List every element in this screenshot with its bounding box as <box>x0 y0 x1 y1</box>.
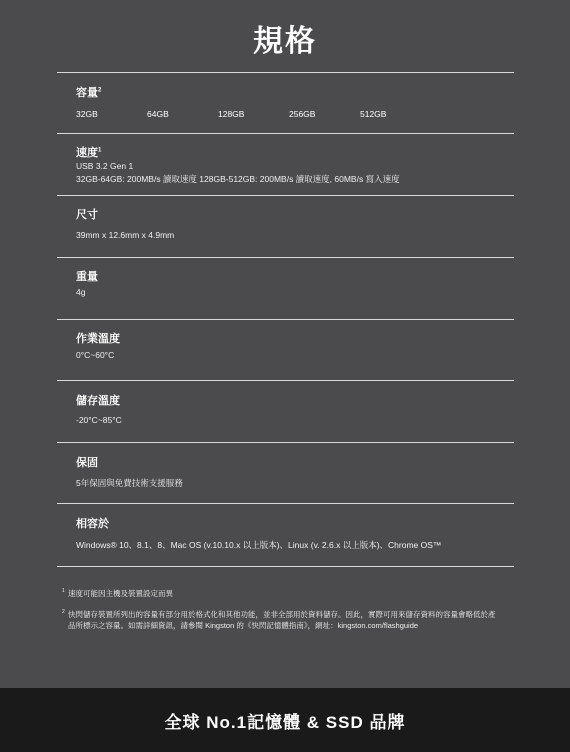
storage-temp-section <box>76 394 514 427</box>
footnote-number: 2 <box>62 609 65 615</box>
divider <box>57 503 514 504</box>
operating-temp-section <box>76 332 514 362</box>
footnote-text: 速度可能因主機及裝置設定而異 <box>68 589 173 598</box>
capacity-value: 256GB <box>289 109 316 119</box>
compatibility-section <box>76 517 514 552</box>
divider <box>57 257 514 258</box>
speed-section <box>76 146 514 186</box>
warranty-heading: 保固 <box>76 457 98 469</box>
warranty-value: 5年保固與免費技術支援服務 <box>76 478 183 488</box>
capacity-section <box>76 86 514 119</box>
compatibility-heading: 相容於 <box>76 518 109 530</box>
footnote-text: 快閃儲存裝置所列出的容量有部分用於格式化和其他功能，並非全部用於資料儲存。因此，實際可用來儲存資料的容量會略低於產品所標示之容量。如需詳細資訊，請參閱 Kingston 的《快閃記憶體指南》，網址：kingston.com/flashguide <box>68 610 496 630</box>
speed-interface: USB 3.2 Gen 1 <box>76 161 134 171</box>
page-title: 規格 <box>253 25 317 58</box>
footnote <box>62 588 500 599</box>
weight-value: 4g <box>76 287 86 297</box>
footnote <box>62 609 500 631</box>
capacity-value: 64GB <box>147 109 169 119</box>
capacity-value: 128GB <box>218 109 245 119</box>
capacity-heading: 容量 <box>76 87 98 99</box>
dimensions-heading: 尺寸 <box>76 209 98 221</box>
footnote-number: 1 <box>62 588 65 594</box>
divider <box>57 380 514 381</box>
capacity-list <box>76 109 514 119</box>
divider <box>57 133 514 134</box>
warranty-section <box>76 456 514 490</box>
divider <box>57 319 514 320</box>
speed-note: 1 <box>98 147 102 154</box>
brand-banner-text: 全球 No.1記憶體 & SSD 品牌 <box>164 712 406 732</box>
speed-rates: 32GB-64GB: 200MB/s 讀取速度 128GB-512GB: 200MB/s 讀取速度, 60MB/s 寫入速度 <box>76 174 400 184</box>
divider <box>57 195 514 196</box>
divider <box>57 442 514 443</box>
capacity-value: 512GB <box>360 109 387 119</box>
compatibility-value: Windows® 10、8.1、8、Mac OS (v.10.10.x 以上版本)、Linux (v. 2.6.x 以上版本)、Chrome OS™ <box>76 540 442 550</box>
divider <box>57 72 514 73</box>
weight-section <box>76 270 514 299</box>
dimensions-section <box>76 208 514 242</box>
operating-temp-heading: 作業溫度 <box>76 333 120 345</box>
capacity-note: 2 <box>98 87 102 94</box>
speed-heading: 速度 <box>76 147 98 159</box>
storage-temp-value: -20°C~85°C <box>76 415 122 425</box>
capacity-value: 32GB <box>76 109 98 119</box>
divider <box>57 566 514 567</box>
operating-temp-value: 0°C~60°C <box>76 350 115 360</box>
storage-temp-heading: 儲存溫度 <box>76 395 120 407</box>
brand-banner <box>0 688 570 752</box>
weight-heading: 重量 <box>76 271 98 283</box>
dimensions-value: 39mm x 12.6mm x 4.9mm <box>76 230 175 240</box>
